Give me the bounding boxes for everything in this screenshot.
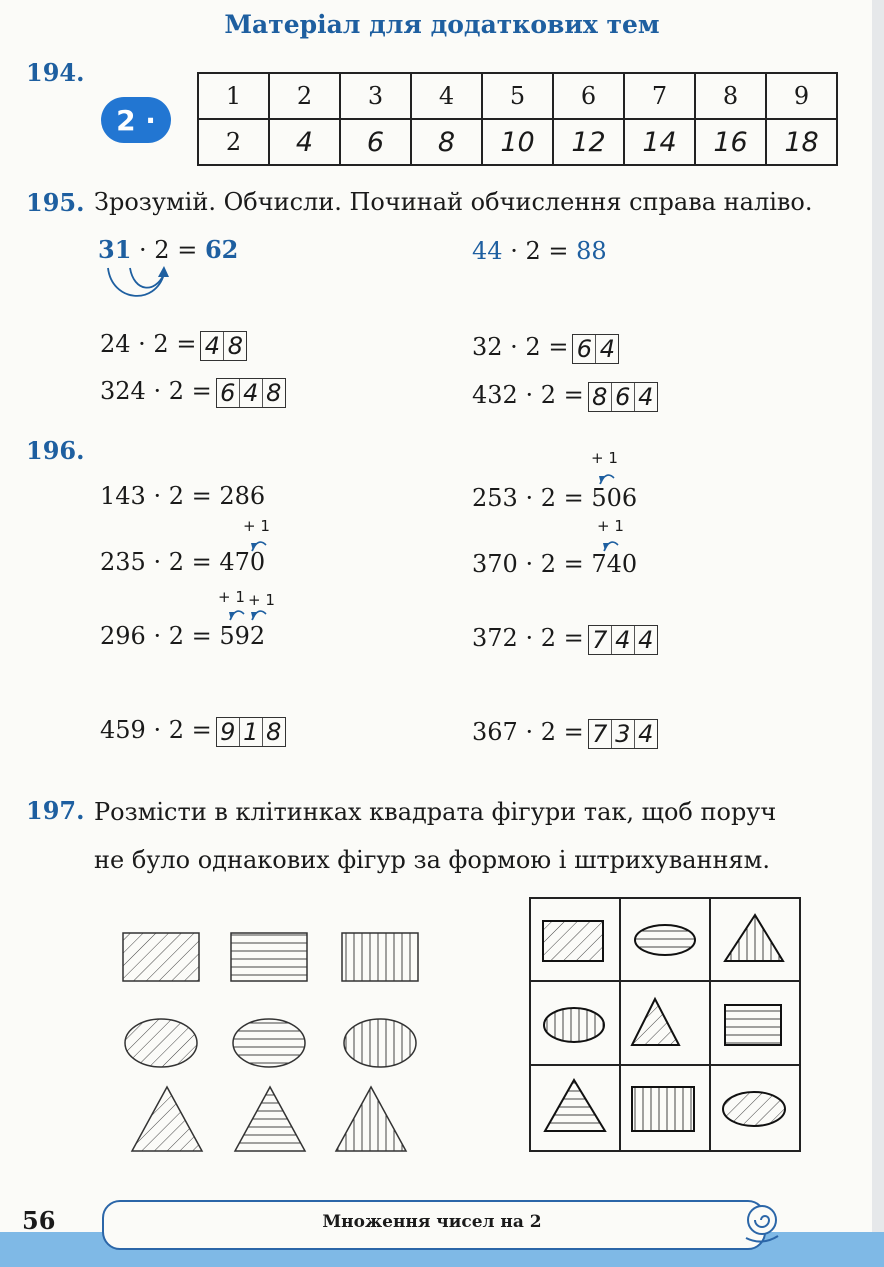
example-answer: 62 [204, 235, 239, 264]
answer-digit: 4 [204, 331, 221, 360]
rectangle-horizontal [231, 933, 307, 981]
table-cell: 7 [624, 73, 695, 119]
equation [100, 330, 247, 361]
answer-digit: 3 [611, 720, 634, 748]
table-cell: 9 [766, 73, 837, 119]
task-text-197-line2: не було однакових фігур за формою і штрихуванням. [94, 846, 770, 874]
handwritten-cell: 12 [553, 119, 624, 165]
exercise-number-196: 196. [26, 436, 85, 465]
ellipse-vertical [344, 1019, 416, 1067]
equation: 143 · 2 = 286 [100, 482, 266, 510]
example-answer: 88 [576, 237, 607, 265]
equation [100, 716, 286, 747]
handwritten-cell: 14 [624, 119, 695, 165]
answer-digit: 8 [262, 718, 285, 746]
equation-expression: 432 · 2 = [472, 381, 584, 409]
example-rest: · 2 = [139, 236, 198, 264]
solution-grid [527, 895, 807, 1155]
equation [472, 624, 658, 655]
equation: 235 · 2 = 470 [100, 548, 266, 576]
answer-box [588, 382, 658, 412]
equation [472, 333, 619, 364]
page-number: 56 [22, 1206, 56, 1235]
answer-box [216, 378, 286, 408]
triangle-vertical [336, 1087, 406, 1151]
page-edge [872, 0, 884, 1267]
task-text-197-line1: Розмісти в клітинках квадрата фігури так, щоб поруч [94, 798, 777, 826]
equation-expression: 324 · 2 = [100, 377, 212, 405]
drawn-rectangle-diagonal [543, 921, 603, 961]
equation [472, 381, 658, 412]
footer-topic: Множення чисел на 2 [322, 1212, 542, 1232]
table-cell: 4 [411, 73, 482, 119]
answer-digit: 8 [592, 382, 608, 411]
rectangle-diagonal [123, 933, 199, 981]
answer-digit: 4 [634, 626, 657, 654]
drawn-ellipse-horizontal [635, 925, 695, 955]
answer-digit: 6 [611, 383, 634, 411]
handwritten-cell: 8 [411, 119, 482, 165]
snail-icon [742, 1200, 782, 1248]
equation: 296 · 2 = 592 [100, 622, 266, 650]
carry-label: + 1 [591, 449, 618, 467]
answer-digit: 8 [262, 379, 285, 407]
page-title: Матеріал для додаткових тем [224, 10, 660, 39]
answer-digit: 4 [595, 335, 618, 363]
multiplication-table [197, 72, 838, 166]
triangle-horizontal [235, 1087, 305, 1151]
answer-digit: 7 [592, 625, 608, 654]
table-cell: 8 [695, 73, 766, 119]
handwritten-cell: 18 [766, 119, 837, 165]
equation-expression: 367 · 2 = [472, 718, 584, 746]
equation-expression: 24 · 2 = [100, 330, 197, 358]
equation: 253 · 2 = 506 [472, 484, 638, 512]
table-cell: 2 [269, 73, 340, 119]
carry-arrow-icon [100, 262, 180, 307]
carry-label: + 1 [218, 588, 245, 606]
example-factor: 31 [98, 235, 132, 264]
drawn-rectangle-horizontal [725, 1005, 781, 1045]
carry-label: + 1 [597, 517, 624, 535]
carry-label: + 1 [248, 591, 275, 609]
answer-digit: 1 [239, 718, 262, 746]
exercise-number-195: 195. [26, 188, 85, 217]
answer-box [216, 717, 286, 747]
handwritten-cell: 10 [482, 119, 553, 165]
equation-expression: 372 · 2 = [472, 624, 584, 652]
drawn-ellipse-vertical [544, 1008, 604, 1042]
answer-digit: 6 [220, 378, 236, 407]
carry-arrow-icon [226, 604, 276, 622]
example-factor: 44 [472, 237, 503, 265]
answer-box [572, 334, 619, 364]
drawn-triangle-vertical [725, 915, 783, 961]
exercise-number-197: 197. [26, 796, 85, 825]
answer-box [588, 719, 658, 749]
task-text-195: Зрозумій. Обчисли. Починай обчислення справа наліво. [94, 188, 813, 216]
answer-digit: 4 [634, 383, 657, 411]
answer-digit: 6 [576, 334, 593, 363]
carry-label: + 1 [243, 517, 270, 535]
example-rest: · 2 = [510, 237, 569, 265]
answer-box [200, 331, 247, 361]
ellipse-horizontal [233, 1019, 305, 1067]
table-cell: 2 [198, 119, 269, 165]
ellipse-diagonal [125, 1019, 197, 1067]
answer-digit: 4 [634, 720, 657, 748]
table-cell: 6 [553, 73, 624, 119]
table-row-products [198, 119, 837, 165]
handwritten-cell: 4 [269, 119, 340, 165]
table-cell: 5 [482, 73, 553, 119]
answer-box [588, 625, 658, 655]
shapes-legend [110, 915, 430, 1160]
equation: 370 · 2 = 740 [472, 550, 638, 578]
table-cell: 3 [340, 73, 411, 119]
handwritten-cell: 16 [695, 119, 766, 165]
answer-digit: 4 [239, 379, 262, 407]
drawn-triangle-horizontal [545, 1080, 605, 1131]
rectangle-vertical [342, 933, 418, 981]
answer-digit: 8 [223, 332, 246, 360]
equation [100, 377, 286, 408]
answer-digit: 9 [220, 717, 236, 746]
drawn-triangle-diagonal [632, 999, 679, 1045]
triangle-diagonal [132, 1087, 202, 1151]
example-2 [472, 237, 607, 265]
exercise-number-194: 194. [26, 58, 85, 87]
equation [472, 718, 658, 749]
handwritten-cell: 6 [340, 119, 411, 165]
table-row-factors [198, 73, 837, 119]
table-cell: 1 [198, 73, 269, 119]
equation-expression: 459 · 2 = [100, 716, 212, 744]
multiplier-badge: 2 · [101, 97, 171, 143]
answer-digit: 7 [592, 719, 608, 748]
drawn-ellipse-diagonal [723, 1092, 785, 1126]
equation-expression: 32 · 2 = [472, 333, 569, 361]
answer-digit: 4 [611, 626, 634, 654]
drawn-rectangle-vertical [632, 1087, 694, 1131]
example-1 [98, 235, 238, 264]
